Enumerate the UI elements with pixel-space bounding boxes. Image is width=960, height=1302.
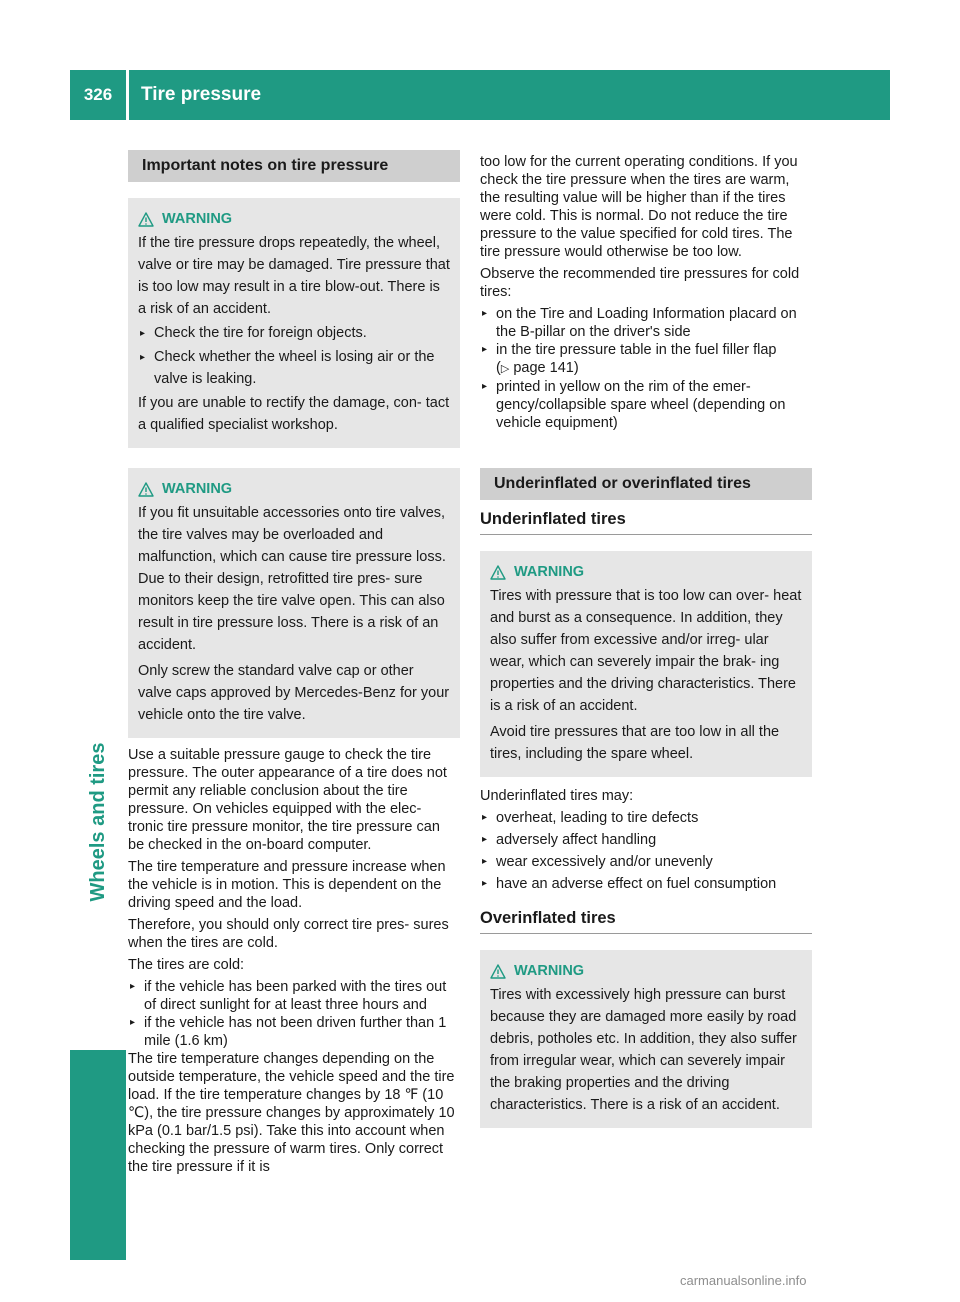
page-number: 326 <box>83 85 113 104</box>
section-title-important-notes: Important notes on tire pressure <box>128 150 460 182</box>
warning-text: If you are unable to rectify the damage, con- tact a qualified specialist workshop. <box>138 395 450 433</box>
list-item: ▸ adversely affect handling <box>480 831 812 849</box>
warning-triangle-icon <box>490 565 506 580</box>
warning-bullet-list <box>138 322 450 390</box>
list-item: ▸ if the vehicle has not been driven further than 1 mile (1.6 km) <box>128 1014 460 1050</box>
warning-heading <box>138 478 450 500</box>
warning-label: WARNING <box>162 211 233 227</box>
list-item-text: in the tire pressure table in the fuel filler flap <box>496 342 777 358</box>
body-paragraph: The tire temperature changes depending on the outside temperature, the vehicle speed and the tire load. If the tire temperature changes by 18 ℉ (10 ℃), the tire pressure changes by approximately 10 kPa (0.1 bar/1.5 psi). Take this into account when checking the pressure of warm tires. Only correct the tire pressure if it is <box>128 1051 455 1175</box>
subsection-title-underinflated: Underinflated tires <box>480 508 812 535</box>
section-title-under-over-inflated: Underinflated or overinflated tires <box>480 468 812 500</box>
underinflated-effects-list <box>480 809 812 893</box>
warning-label: WARNING <box>162 481 233 497</box>
list-item: ▸ Check the tire for foreign objects. <box>138 322 450 344</box>
warning-label: WARNING <box>514 963 585 979</box>
list-item: ▸ on the Tire and Loading Information placard on the B-pillar on the driver's side <box>480 305 812 341</box>
page-title: Tire pressure <box>141 84 262 105</box>
warning-text: If you fit unsuitable accessories onto tire valves, the tire valves may be overloaded and malfunction, which can cause tire pressure loss. Due to their design, retrofitted tire pres- sure monitors keep the tire valve open. This can also result in tire pressure loss. There is a risk of an accident. <box>138 505 446 653</box>
warning-box-1 <box>128 198 460 448</box>
list-item: ▸ in the tire pressure table in the fuel filler flap (▷ page 141) <box>480 341 812 378</box>
site-watermark: carmanualsonline.info <box>680 1273 807 1288</box>
warning-text: Only screw the standard valve cap or other valve caps approved by Mercedes-Benz for your vehicle onto the tire valve. <box>138 663 450 723</box>
page-header <box>70 70 890 120</box>
chapter-label-wrapper <box>86 740 110 904</box>
warning-heading <box>138 208 450 230</box>
list-item: ▸ overheat, leading to tire defects <box>480 809 812 827</box>
warning-triangle-icon <box>138 212 154 227</box>
warning-heading <box>490 561 802 583</box>
warning-box-3 <box>480 551 812 777</box>
left-column <box>128 150 460 1180</box>
warning-heading <box>490 960 802 982</box>
list-item: ▸ wear excessively and/or unevenly <box>480 853 812 871</box>
subsection-title-overinflated: Overinflated tires <box>480 907 812 934</box>
header-separator <box>126 70 129 120</box>
warning-text: Tires with excessively high pressure can burst because they are damaged more easily by road debris, potholes etc. In addition, they also suffer from irregular wear, which can severely impair the braking properties and the driving characteristics. There is a risk of an accident. <box>490 987 797 1113</box>
warning-triangle-icon <box>138 482 154 497</box>
body-paragraph: too low for the current operating conditions. If you check the tire pressure when the tires are warm, the resulting value will be higher than if the tires were cold. This is normal. Do not reduce the tire pressure to the value specified for cold tires. The tire pressure would otherwise be too low. <box>480 154 798 260</box>
list-item: ▸ have an adverse effect on fuel consumption <box>480 875 812 893</box>
warning-text: Tires with pressure that is too low can over- heat and burst as a consequence. In addition, they also suffer from excessive and/or irreg- ular wear, which can severely impair the brak- ing properties and the driving characteristics. There is a risk of an accident. <box>490 588 802 714</box>
chapter-label: Wheels and tires <box>87 742 109 902</box>
right-column <box>480 153 812 1128</box>
warning-box-2 <box>128 468 460 738</box>
warning-box-4 <box>480 950 812 1128</box>
warning-text: If the tire pressure drops repeatedly, the wheel, valve or tire may be damaged. Tire pressure that is too low may result in a tire blow-out. There is a risk of an accident. <box>138 235 450 317</box>
recommended-pressure-list <box>480 305 812 432</box>
page-reference-arrow-icon: ▷ <box>500 363 510 375</box>
warning-triangle-icon <box>490 964 506 979</box>
cold-conditions-list <box>128 978 460 1050</box>
list-item: ▸ Check whether the wheel is losing air or the valve is leaking. <box>138 346 450 390</box>
body-paragraph: Underinflated tires may: <box>480 788 634 804</box>
page-reference-link[interactable]: page 141 <box>513 360 574 376</box>
list-item: ▸ if the vehicle has been parked with the tires out of direct sunlight for at least three hours and <box>128 978 460 1014</box>
warning-label: WARNING <box>514 564 585 580</box>
body-paragraph: The tires are cold: <box>128 957 245 973</box>
body-paragraph: Observe the recommended tire pressures for cold tires: <box>480 266 800 300</box>
body-paragraph: Use a suitable pressure gauge to check the tire pressure. The outer appearance of a tire does not permit any reliable conclusion about the tire pressure. On vehicles equipped with the elec- tronic tire pressure monitor, the tire pressure can be checked in the on-board computer. <box>128 747 447 853</box>
body-paragraph: Therefore, you should only correct tire pres- sures when the tires are cold. <box>128 917 449 951</box>
list-item: ▸ printed in yellow on the rim of the emer- gency/collapsible spare wheel (depending on vehicle equipment) <box>480 378 812 432</box>
chapter-marker <box>70 1050 126 1260</box>
warning-text: Avoid tire pressures that are too low in all the tires, including the spare wheel. <box>490 724 780 762</box>
body-paragraph: The tire temperature and pressure increase when the vehicle is in motion. This is dependent on the driving speed and the load. <box>128 859 446 911</box>
chapter-side-tab <box>70 120 126 1260</box>
